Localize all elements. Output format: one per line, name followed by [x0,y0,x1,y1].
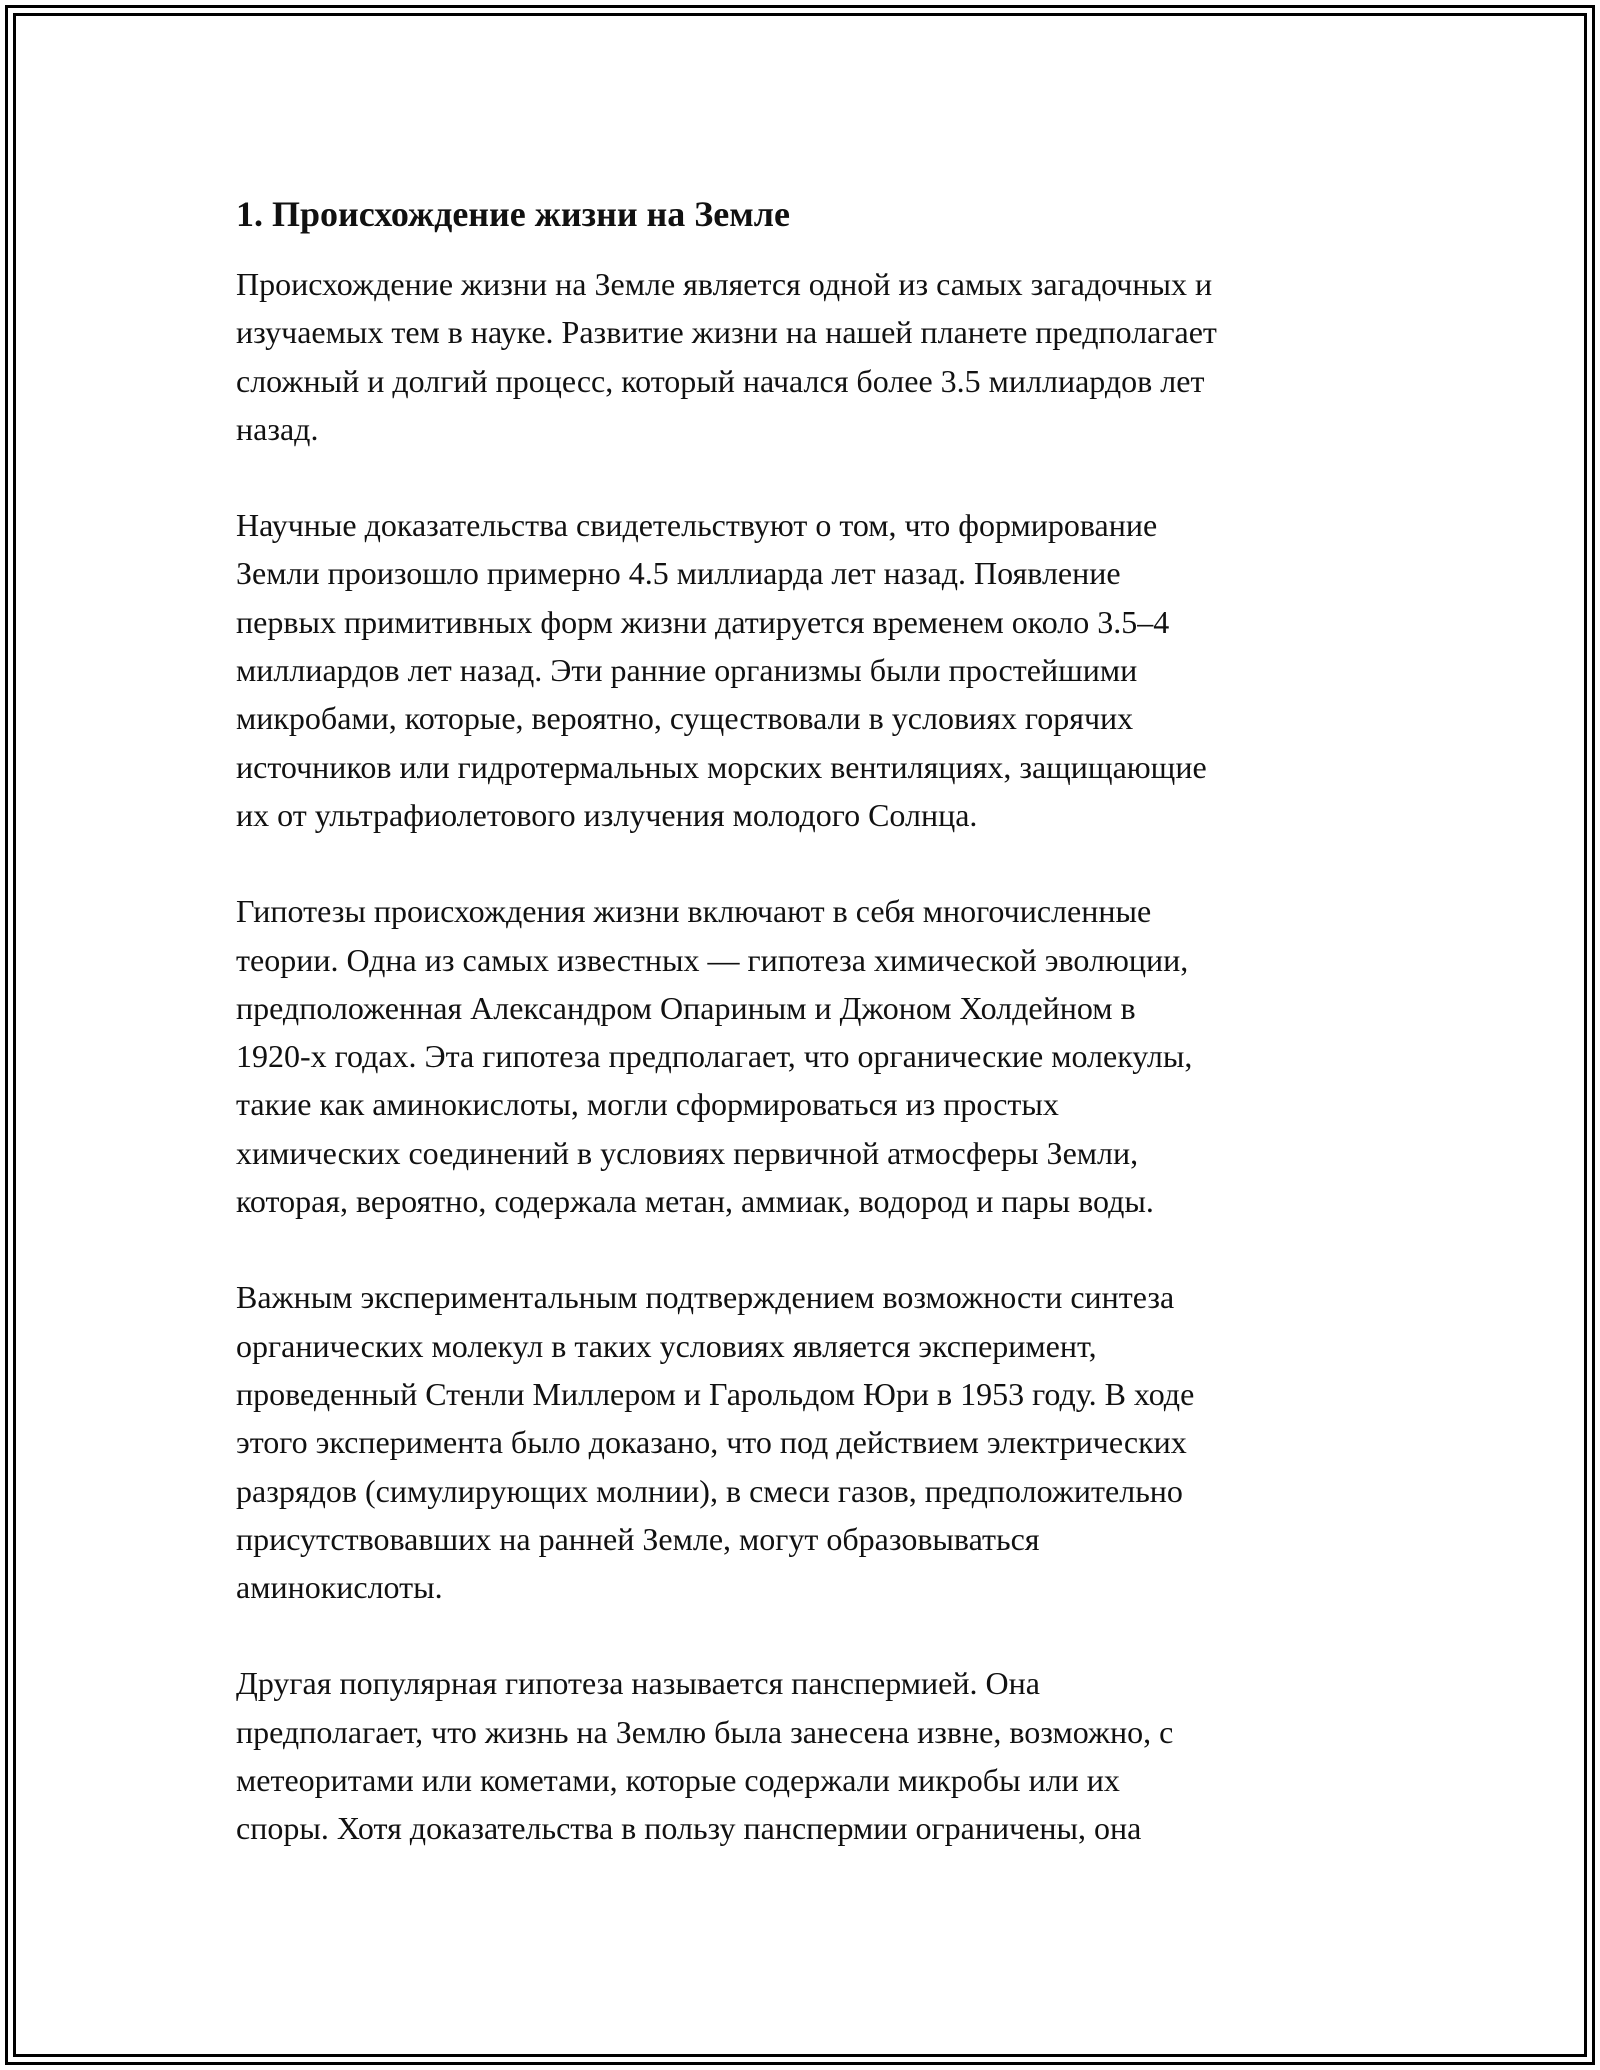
text-line: сложный и долгий процесс, который начался более 3.5 миллиардов лет [236,362,1205,399]
paragraph-3 [236,887,1376,1225]
text-line: предполагает, что жизнь на Землю была занесена извне, возможно, с [236,1713,1174,1750]
text-line: микробами, которые, вероятно, существовали в условиях горячих [236,700,1134,737]
text-line: проведенный Стенли Миллером и Гарольдом Юри в 1953 году. В ходе [236,1375,1195,1412]
text-line: Происхождение жизни на Земле является одной из самых загадочных и [236,266,1213,302]
text-line: Важным экспериментальным подтверждением возможности синтеза [236,1279,1175,1316]
text-line: органических молекул в таких условиях является эксперимент, [236,1327,1097,1364]
text-line: такие как аминокислоты, могли сформироваться из простых [236,1086,1059,1123]
text-line: Научные доказательства свидетельствуют о том, что формирование [236,507,1158,544]
text-line: 1920-х годах. Эта гипотеза предполагает, что органические молекулы, [236,1038,1193,1075]
text-line: Земли произошло примерно 4.5 миллиарда лет назад. Появление [236,555,1121,592]
text-line: этого эксперимента было доказано, что под действием электрических [236,1424,1187,1461]
text-line: метеоритами или кометами, которые содержали микробы или их [236,1762,1120,1799]
text-line: теории. Одна из самых известных — гипотеза химической эволюции, [236,941,1189,978]
text-line: присутствовавших на ранней Земле, могут образовываться [236,1520,1040,1557]
text-line: Гипотезы происхождения жизни включают в себя многочисленные [236,893,1152,930]
text-line: источников или гидротермальных морских вентиляциях, защищающие [236,748,1207,785]
paragraph-5 [236,1659,1376,1852]
document-body [236,188,1376,1901]
text-line: миллиардов лет назад. Эти ранние организмы были простейшими [236,652,1138,689]
paragraph-4 [236,1273,1376,1611]
text-line: аминокислоты. [236,1569,443,1606]
text-line: споры. Хотя доказательства в пользу панспермии ограничены, она [236,1810,1142,1847]
text-line: разрядов (симулирующих молнии), в смеси газов, предположительно [236,1472,1183,1509]
text-line: химических соединений в условиях первичной атмосферы Земли, [236,1134,1139,1171]
text-line: изучаемых тем в науке. Развитие жизни на нашей планете предполагает [236,314,1217,351]
paragraph-1 [236,260,1376,453]
text-line: первых примитивных форм жизни датируется временем около 3.5–4 [236,603,1170,640]
text-line: Другая популярная гипотеза называется панспермией. Она [236,1665,1040,1702]
text-line: их от ультрафиолетового излучения молодого Солнца. [236,796,978,833]
section-heading: 1. Происхождение жизни на Земле [236,194,790,234]
paragraph-2 [236,501,1376,839]
text-line: назад. [236,410,319,447]
text-line: которая, вероятно, содержала метан, аммиак, водород и пары воды. [236,1183,1154,1220]
text-line: предположенная Александром Опариным и Джоном Холдейном в [236,989,1136,1026]
